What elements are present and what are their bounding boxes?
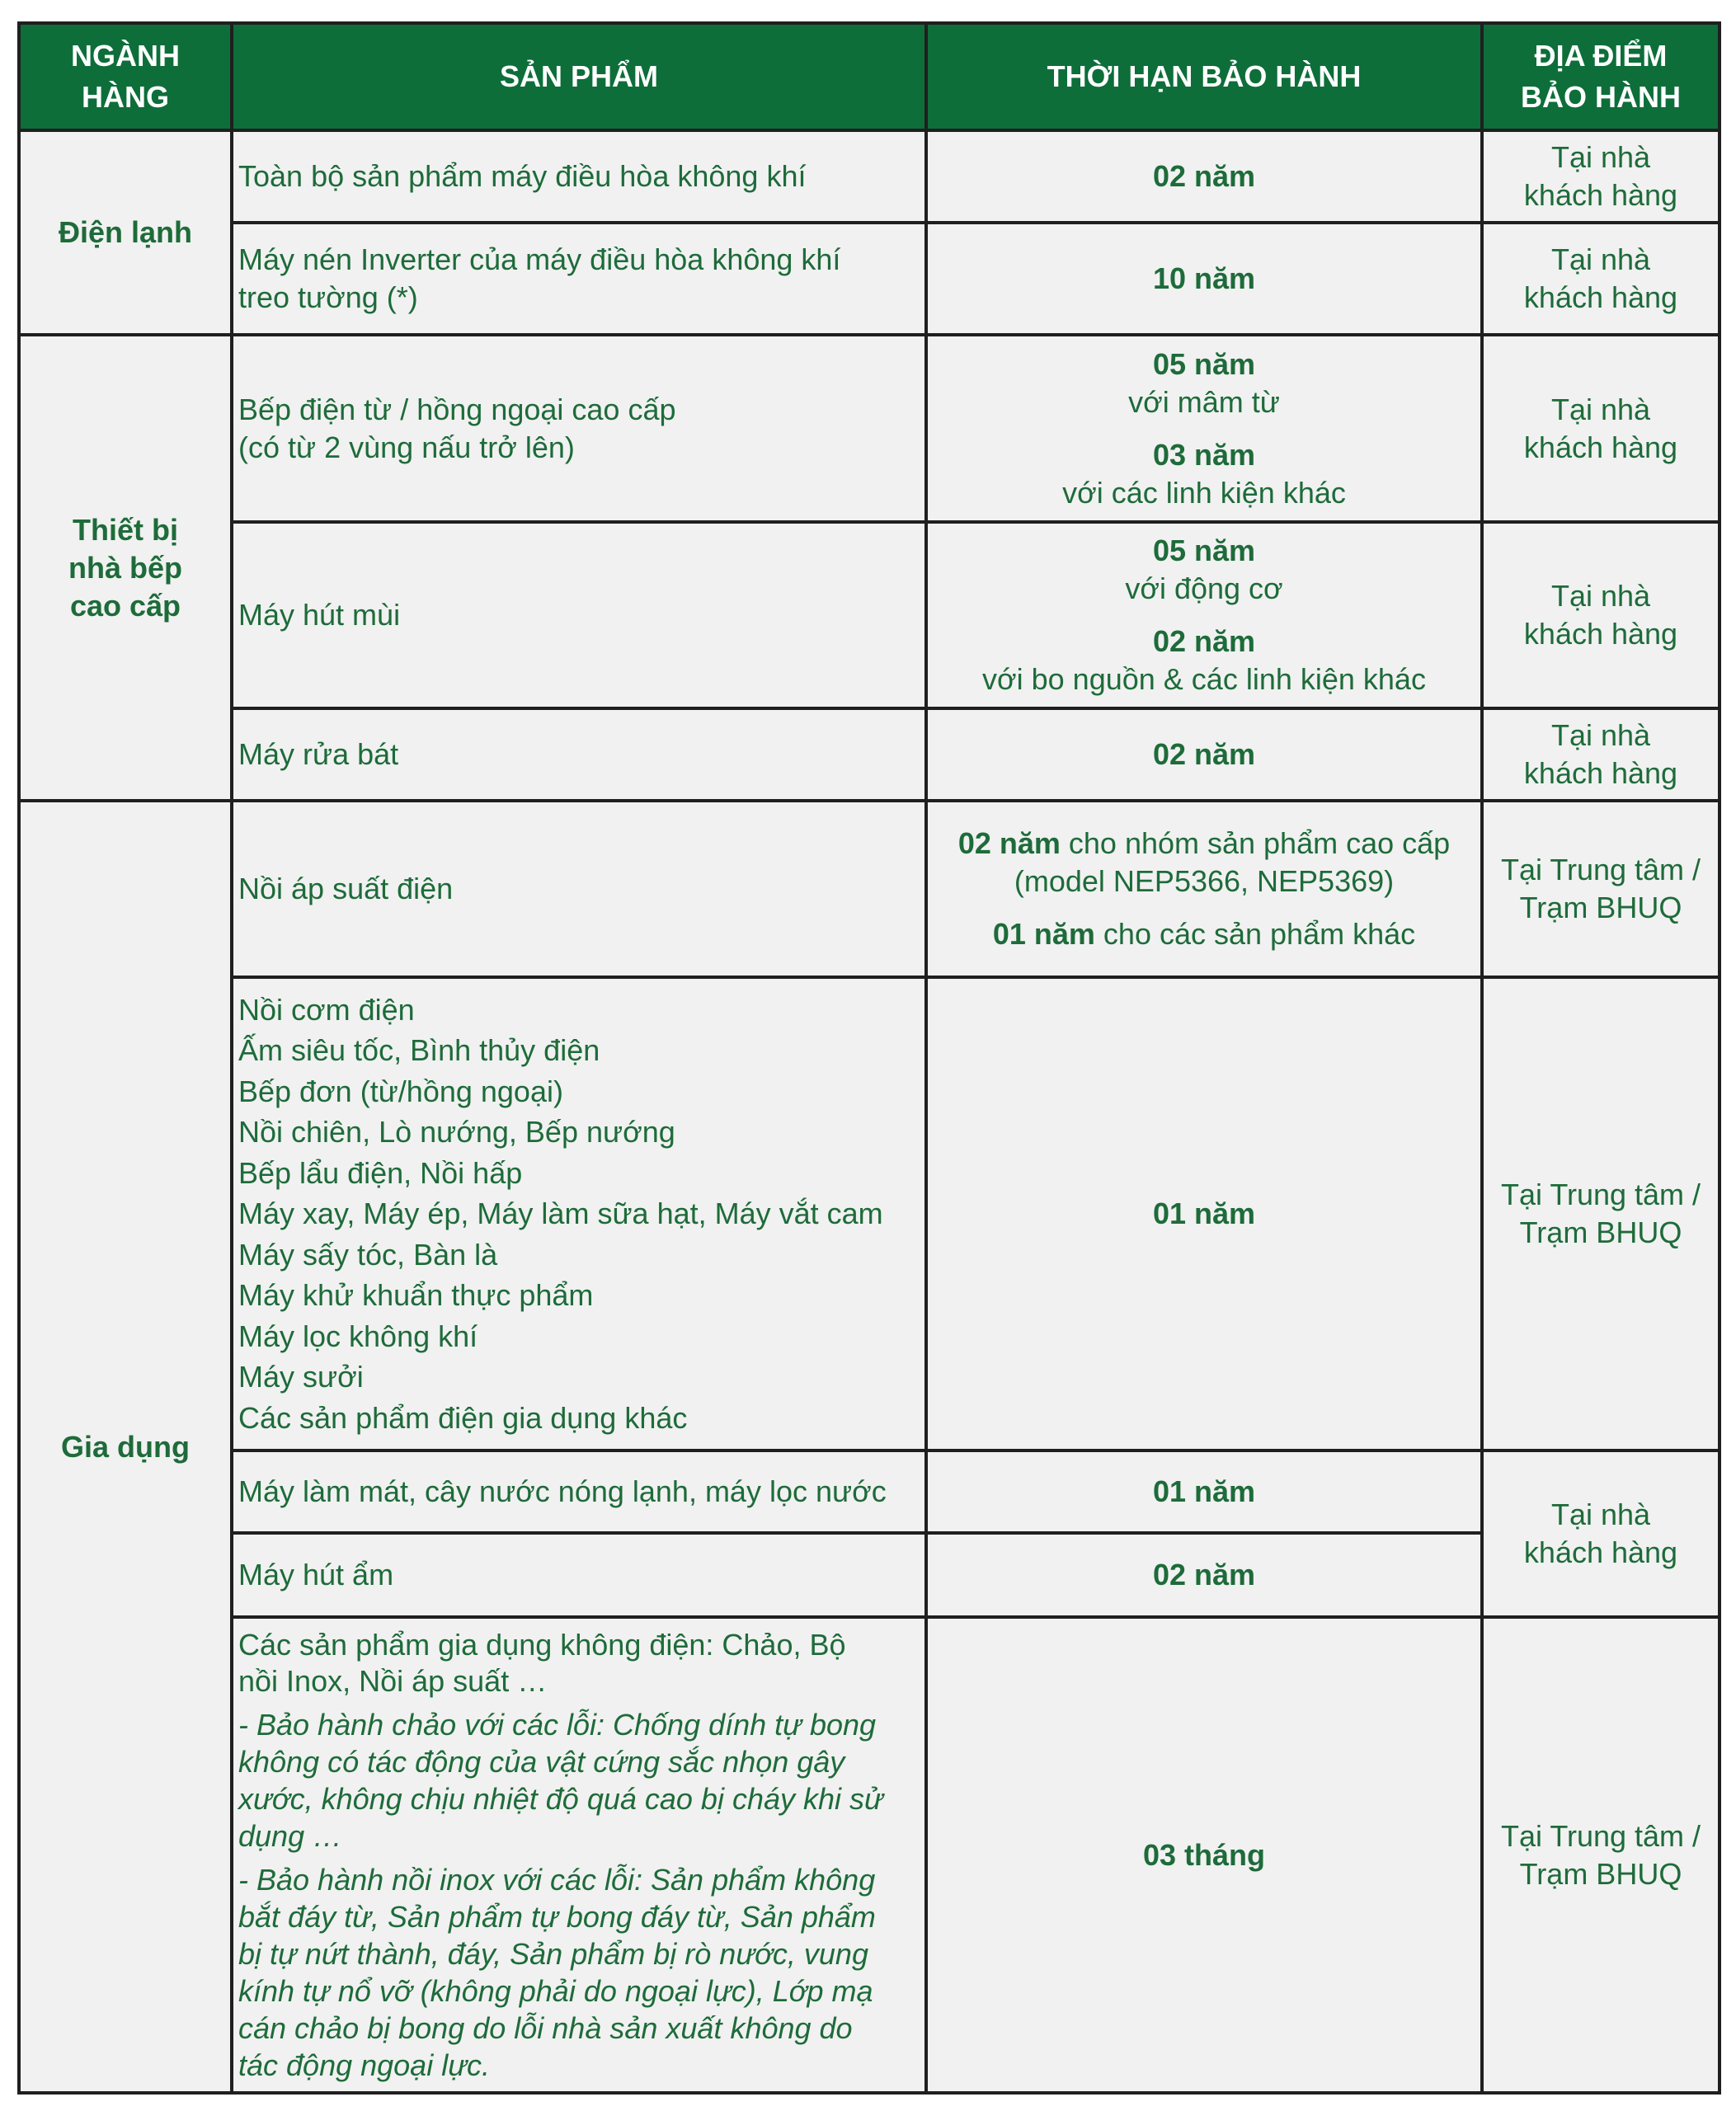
list-item: Các sản phẩm điện gia dụng khác: [238, 1400, 688, 1435]
location-cell: Tại Trung tâm / Trạm BHUQ: [1482, 1617, 1720, 2093]
pan-warranty-note: - Bảo hành chảo với các lỗi: Chống dính tự bong không có tác động của vật cứng sắc nhọn gây xước, không chịu nhiệt độ quá cao bị cháy khi sử dụng …: [238, 1707, 883, 1853]
location-cell: Tại nhà khách hàng: [1482, 522, 1720, 708]
category-cell: Thiết bị nhà bếp cao cấp: [19, 335, 232, 801]
table-row: [19, 708, 1720, 801]
list-item: Máy khử khuẩn thực phẩm: [238, 1278, 594, 1313]
location-cell: Tại nhà khách hàng: [1482, 335, 1720, 522]
period-cell: 02 năm: [926, 708, 1482, 801]
list-item: Máy sấy tóc, Bàn là: [238, 1237, 498, 1272]
header-product: SẢN PHẨM: [232, 23, 926, 130]
table-row: [19, 1450, 1720, 1533]
period-cell: 01 năm: [926, 1450, 1482, 1533]
product-cell: Bếp điện từ / hồng ngoại cao cấp (có từ 2 vùng nấu trở lên): [232, 335, 926, 522]
period-cell: 03 tháng: [926, 1617, 1482, 2093]
category-cell: Điện lạnh: [19, 130, 232, 335]
product-cell: Máy hút ẩm: [232, 1533, 926, 1617]
list-item: Nồi cơm điện: [238, 992, 415, 1027]
header-category: NGÀNH HÀNG: [19, 23, 232, 130]
product-cell: Máy hút mùi: [232, 522, 926, 708]
list-item: Máy lọc không khí: [238, 1319, 478, 1353]
table-row: [19, 335, 1720, 522]
list-item: Bếp lẩu điện, Nồi hấp: [238, 1155, 523, 1190]
table-row: [19, 1617, 1720, 2093]
pot-warranty-note: - Bảo hành nồi inox với các lỗi: Sản phẩm không bắt đáy từ, Sản phẩm tự bong đáy từ, Sản phẩm bị tự nứt thành, đáy, Sản phẩm bị rò nước, vung kính tự nổ vỡ (không phải do ngoại lực), Lớp mạ cán chảo bị bong do lỗi nhà sản xuất không do tác động ngoại lực.: [238, 1862, 876, 2082]
product-cell: Máy làm mát, cây nước nóng lạnh, máy lọc nước: [232, 1450, 926, 1533]
product-list-cell: [232, 977, 926, 1450]
location-cell: Tại Trung tâm / Trạm BHUQ: [1482, 801, 1720, 977]
list-item: Bếp đơn (từ/hồng ngoại): [238, 1074, 563, 1108]
product-cell: Máy rửa bát: [232, 708, 926, 801]
list-item: Ấm siêu tốc, Bình thủy điện: [238, 1033, 600, 1068]
list-item: Nồi chiên, Lò nướng, Bếp nướng: [238, 1115, 675, 1150]
period-cell: 02 năm: [926, 1533, 1482, 1617]
category-cell: Gia dụng: [19, 801, 232, 2093]
header-row: [19, 23, 1720, 130]
location-cell: Tại nhà khách hàng: [1482, 223, 1720, 335]
list-item: Máy sưởi: [238, 1360, 364, 1394]
table-row: [19, 1533, 1720, 1617]
product-cell: Nồi áp suất điện: [232, 801, 926, 977]
list-item: Máy xay, Máy ép, Máy làm sữa hạt, Máy vắt cam: [238, 1197, 883, 1231]
table-row: [19, 977, 1720, 1450]
period-cell: 02 năm cho nhóm sản phẩm cao cấp (model NEP5366, NEP5369) 01 năm cho các sản phẩm khác: [926, 801, 1482, 977]
period-cell: 01 năm: [926, 977, 1482, 1450]
table-row: [19, 801, 1720, 977]
table-row: [19, 223, 1720, 335]
table-row: [19, 130, 1720, 223]
location-cell: Tại nhà khách hàng: [1482, 130, 1720, 223]
product-cell: Các sản phẩm gia dụng không điện: Chảo, Bộ nồi Inox, Nồi áp suất … - Bảo hành chảo với các lỗi: Chống dính tự bong không có tác động của vật cứng sắc nhọn gây xước, không chịu nhiệt độ quá cao bị cháy khi sử dụng … - Bảo hành nồi inox với các lỗi: Sản phẩm không bắt đáy từ, Sản phẩm tự bong đáy từ, Sản phẩm bị tự nứt thành, đáy, Sản phẩm bị rò nước, vung kính tự nổ vỡ (không phải do ngoại lực), Lớp mạ cán chảo bị bong do lỗi nhà sản xuất không do tác động ngoại lực.: [232, 1617, 926, 2093]
period-cell: 10 năm: [926, 223, 1482, 335]
header-period: THỜI HẠN BẢO HÀNH: [926, 23, 1482, 130]
period-cell: 02 năm: [926, 130, 1482, 223]
location-cell: Tại Trung tâm / Trạm BHUQ: [1482, 977, 1720, 1450]
period-cell: 05 năm với mâm từ 03 năm với các linh kiện khác: [926, 335, 1482, 522]
location-cell: Tại nhà khách hàng: [1482, 708, 1720, 801]
period-cell: 05 năm với động cơ 02 năm với bo nguồn & các linh kiện khác: [926, 522, 1482, 708]
table-row: [19, 522, 1720, 708]
header-location: ĐỊA ĐIỂM BẢO HÀNH: [1482, 23, 1720, 130]
warranty-table: [17, 21, 1721, 2095]
product-cell: Máy nén Inverter của máy điều hòa không khí treo tường (*): [232, 223, 926, 335]
product-cell: Toàn bộ sản phẩm máy điều hòa không khí: [232, 130, 926, 223]
location-cell: Tại nhà khách hàng: [1482, 1450, 1720, 1617]
